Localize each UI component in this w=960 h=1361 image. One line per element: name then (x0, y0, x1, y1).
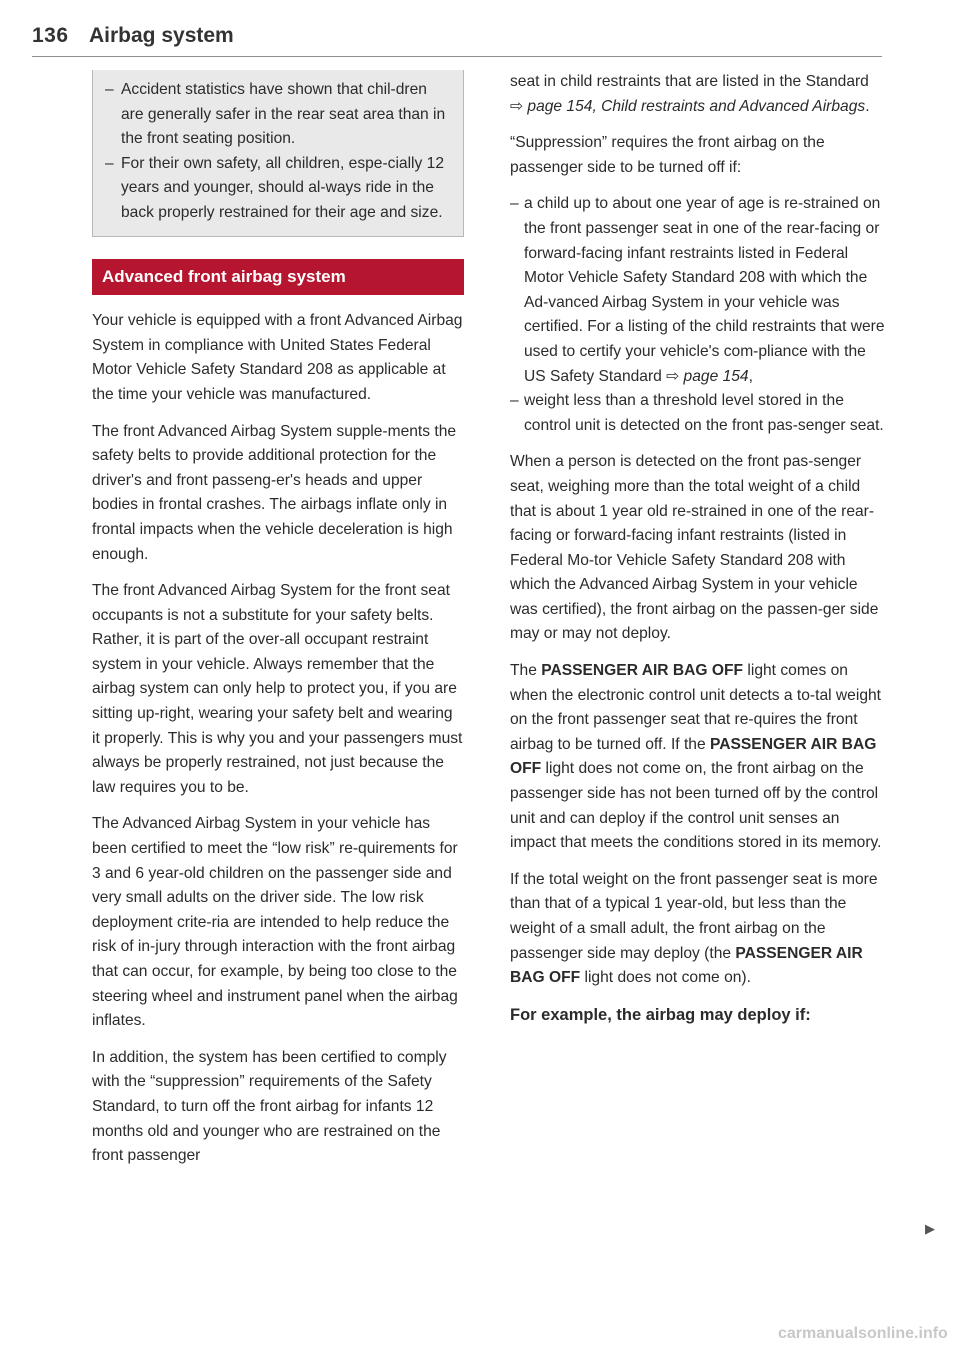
text-run: light comes on when the electronic control unit detects a to-tal weight on the front passenger seat that re-quires the front airbag to be turned off. If the (510, 662, 881, 753)
paragraph-continued (510, 70, 885, 119)
page-reference-link[interactable]: ⇨ page 154 (666, 367, 749, 385)
text-run: light does not come on, the front airbag on the passenger side has not been turned off by the control unit and can deploy if the control unit senses an impact that meets the conditions stored in its memory. (510, 760, 882, 852)
section-heading: Advanced front airbag system (92, 259, 464, 296)
left-column (92, 70, 464, 1181)
continue-arrow-icon: ▶ (925, 1221, 935, 1236)
indicator-label: PASSENGER AIR BAG OFF (510, 735, 877, 778)
paragraph-weight (510, 868, 885, 991)
text-run: light does not come on). (580, 969, 751, 987)
page-number: 136 (32, 24, 69, 47)
continued-end: . (865, 97, 870, 115)
indicator-label: PASSENGER AIR BAG OFF (510, 944, 863, 987)
bullet-text: weight less than a threshold level stored in the control unit is detected on the front pas-senger seat. (524, 392, 884, 434)
paragraph: The front Advanced Airbag System supple-ments the safety belts to provide additional protection for the driver's and front passeng-er's heads and upper bodies in frontal crashes. The airbags inflate only in frontal impacts when the vehicle deceleration is high enough. (92, 422, 457, 563)
paragraph-person: When a person is detected on the front pas-senger seat, weighing more than the total weight of a child that is about 1 year old re-strained in one of the rear-facing or forward-facing infant restraints (listed in Federal Mo-tor Vehicle Safety Standard 208 with which the Advanced Airbag System in your vehicle was certified), the front airbag on the passen-ger side may or may not deploy. (510, 453, 879, 643)
paragraph: Your vehicle is equipped with a front Advanced Airbag System in compliance with United States Federal Motor Vehicle Safety Standard 208 as applicable at the time your vehicle was manufactured. (92, 312, 463, 403)
dash-glyph: – (510, 195, 519, 213)
dash-glyph: – (510, 392, 519, 410)
watermark: carmanualsonline.info (778, 1325, 948, 1342)
page-header (32, 20, 882, 57)
text-run: If the total weight on the front passenger seat is more than that of a typical 1 year-old, but less than the weight of a small adult, the front airbag on the passenger side may deploy (the (510, 870, 878, 962)
note-item (105, 78, 451, 152)
bullet-end: , (748, 367, 753, 385)
note-item (105, 152, 451, 226)
bullet-list (510, 192, 885, 438)
note-box (92, 70, 464, 237)
list-item (510, 389, 885, 438)
paragraph-light (510, 659, 885, 856)
bullet-text: a child up to about one year of age is re-strained on the front passenger seat in one of the rear-facing or forward-facing infant restraints listed in Federal Motor Vehicle Safety Standard 208 with which the Ad-vanced Airbag System in your vehicle was certified. For a listing of the child restraints that were used to certify your vehicle's com-pliance with the US Safety Standard (524, 195, 885, 385)
continued-text: seat in child restraints that are listed in the Standard (510, 73, 869, 90)
section-title: Airbag system (89, 24, 234, 47)
example-heading: For example, the airbag may deploy if: (510, 1005, 811, 1024)
note-item-text: For their own safety, all children, espe-cially 12 years and younger, should al-ways ride in the back properly restrained for their age and size. (121, 154, 444, 221)
paragraph: The Advanced Airbag System in your vehicle has been certified to meet the “low risk” re-quirements for 3 and 6 year-old children on the passenger side and very small adults on the driver side. The low risk deployment crite-ria are intended to help reduce the risk of in-jury through interaction with the front airbag that can occur, for example, by being too close to the steering wheel and instrument panel when the airbag inflates. (92, 815, 458, 1030)
page-reference-link[interactable]: ⇨ page 154, Child restraints and Advanced Airbags (510, 97, 866, 115)
right-column (510, 70, 885, 1027)
indicator-label: PASSENGER AIR BAG OFF (541, 662, 744, 680)
dash-glyph: – (105, 154, 114, 172)
paragraph: The front Advanced Airbag System for the front seat occupants is not a substitute for your safety belts. Rather, it is part of the over-all occupant restraint system in your vehicle. Always remember that the airbag system can only help to protect you, if you are sitting up-right, wearing your safety belt and wearing it properly. This is why you and your passengers must always be properly restrained, not just because the law requires you to be. (92, 582, 463, 796)
paragraph-suppression: “Suppression” requires the front airbag on the passenger side to be turned off if: (510, 134, 825, 176)
text-run: The (510, 662, 542, 680)
paragraph: In addition, the system has been certified to comply with the “suppression” requirements of the Safety Standard, to turn off the front airbag for infants 12 months old and younger who are restrained on the front passenger (92, 1048, 447, 1165)
dash-glyph: – (105, 81, 114, 98)
list-item (510, 192, 885, 389)
note-item-text: Accident statistics have shown that chil-dren are generally safer in the rear seat area than in the front seating position. (121, 81, 446, 148)
